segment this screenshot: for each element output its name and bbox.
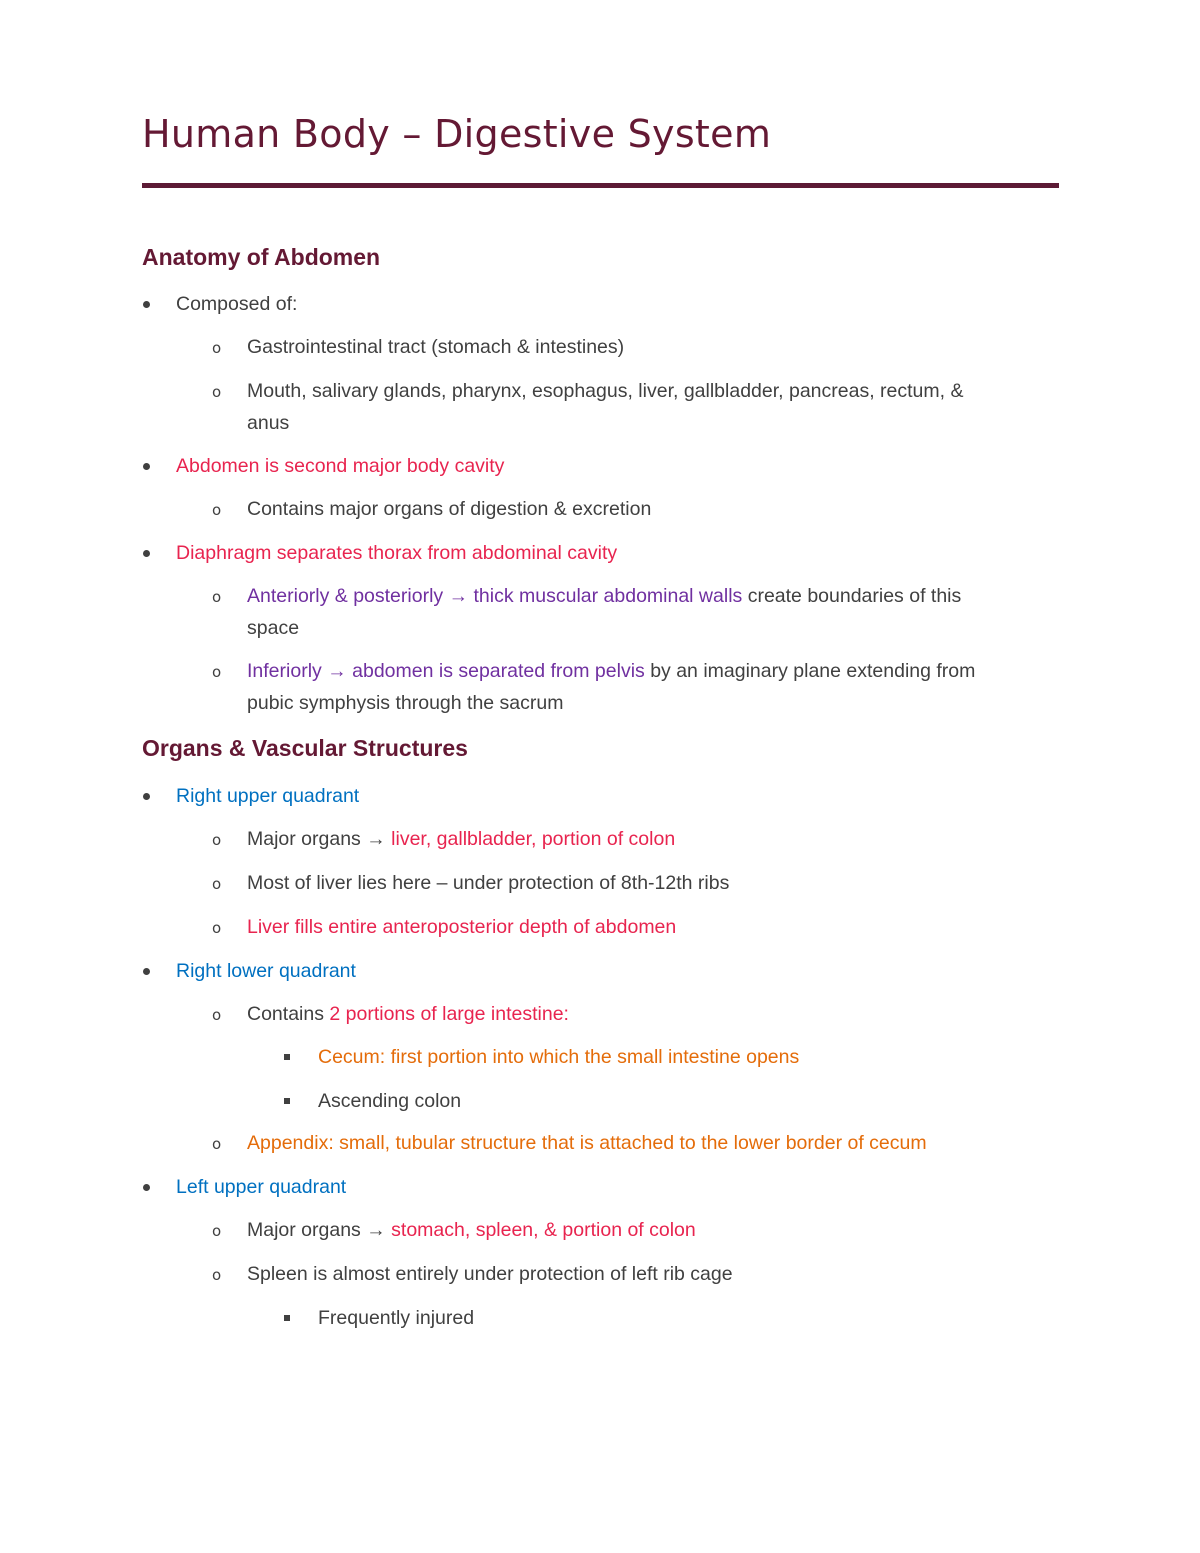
list-item <box>247 1218 696 1242</box>
list-item: Appendix: small, tubular structure that is attached to the lower border of cecum <box>247 1132 927 1154</box>
emphasis-text: stomach, spleen, & portion of colon <box>391 1219 696 1241</box>
circle-bullet-icon: o <box>212 588 222 606</box>
list-item: Frequently injured <box>318 1307 475 1329</box>
document-title: Human Body – Digestive System <box>142 112 772 156</box>
plain-text: Major organs <box>247 828 361 850</box>
list-item-continuation: anus <box>247 412 290 434</box>
bullet-icon <box>143 550 150 557</box>
list-item: Contains major organs of digestion & excretion <box>247 498 652 520</box>
list-item: Gastrointestinal tract (stomach & intestines) <box>247 336 625 358</box>
title-underline <box>142 183 1059 188</box>
circle-bullet-icon: o <box>212 1006 222 1024</box>
list-item <box>247 584 961 608</box>
bullet-icon <box>143 1184 150 1191</box>
bullet-icon <box>143 301 150 308</box>
list-item: Most of liver lies here – under protection of 8th-12th ribs <box>247 872 730 894</box>
list-item <box>247 827 675 851</box>
circle-bullet-icon: o <box>212 875 222 893</box>
circle-bullet-icon: o <box>212 663 222 681</box>
emphasis-text: 2 portions of large intestine: <box>329 1003 569 1025</box>
circle-bullet-icon: o <box>212 1266 222 1284</box>
emphasis-text: Anteriorly & posteriorly <box>247 585 444 607</box>
emphasis-text: abdomen is separated from pelvis <box>352 660 645 682</box>
right-arrow-icon: → <box>366 1219 386 1241</box>
square-bullet-icon <box>284 1054 290 1060</box>
plain-text: by an imaginary plane extending from <box>650 660 976 682</box>
list-item: Spleen is almost entirely under protection of left rib cage <box>247 1263 733 1285</box>
emphasis-text: liver, gallbladder, portion of colon <box>391 828 676 850</box>
circle-bullet-icon: o <box>212 339 222 357</box>
list-item: Liver fills entire anteroposterior depth of abdomen <box>247 916 677 938</box>
circle-bullet-icon: o <box>212 501 222 519</box>
emphasis-text: Inferiorly <box>247 660 322 682</box>
plain-text: create boundaries of this <box>747 585 962 607</box>
circle-bullet-icon: o <box>212 383 222 401</box>
list-item: Diaphragm separates thorax from abdominal cavity <box>176 542 618 564</box>
right-arrow-icon: → <box>366 828 386 850</box>
section-heading-anatomy: Anatomy of Abdomen <box>142 244 381 270</box>
square-bullet-icon <box>284 1098 290 1104</box>
list-item-continuation: pubic symphysis through the sacrum <box>247 692 564 714</box>
circle-bullet-icon: o <box>212 831 222 849</box>
circle-bullet-icon: o <box>212 919 222 937</box>
emphasis-text: thick muscular abdominal walls <box>473 585 743 607</box>
list-item <box>247 659 975 683</box>
list-item: Right lower quadrant <box>176 960 356 982</box>
bullet-icon <box>143 463 150 470</box>
list-item <box>247 1002 569 1026</box>
circle-bullet-icon: o <box>212 1222 222 1240</box>
list-item: Left upper quadrant <box>176 1176 347 1198</box>
circle-bullet-icon: o <box>212 1135 222 1153</box>
plain-text: Contains <box>247 1003 324 1025</box>
list-item: Ascending colon <box>318 1090 462 1112</box>
bullet-icon <box>143 793 150 800</box>
list-item: Abdomen is second major body cavity <box>176 455 505 477</box>
plain-text: Major organs <box>247 1219 361 1241</box>
list-item: Right upper quadrant <box>176 785 360 807</box>
list-item: Cecum: first portion into which the small intestine opens <box>318 1046 800 1068</box>
right-arrow-icon: → <box>327 660 347 682</box>
list-item: Mouth, salivary glands, pharynx, esophagus, liver, gallbladder, pancreas, rectum, & <box>247 380 964 402</box>
square-bullet-icon <box>284 1315 290 1321</box>
list-item-continuation: space <box>247 617 300 639</box>
section-heading-organs: Organs & Vascular Structures <box>142 735 468 761</box>
bullet-icon <box>143 968 150 975</box>
list-item: Composed of: <box>176 293 298 315</box>
right-arrow-icon: → <box>448 585 469 607</box>
